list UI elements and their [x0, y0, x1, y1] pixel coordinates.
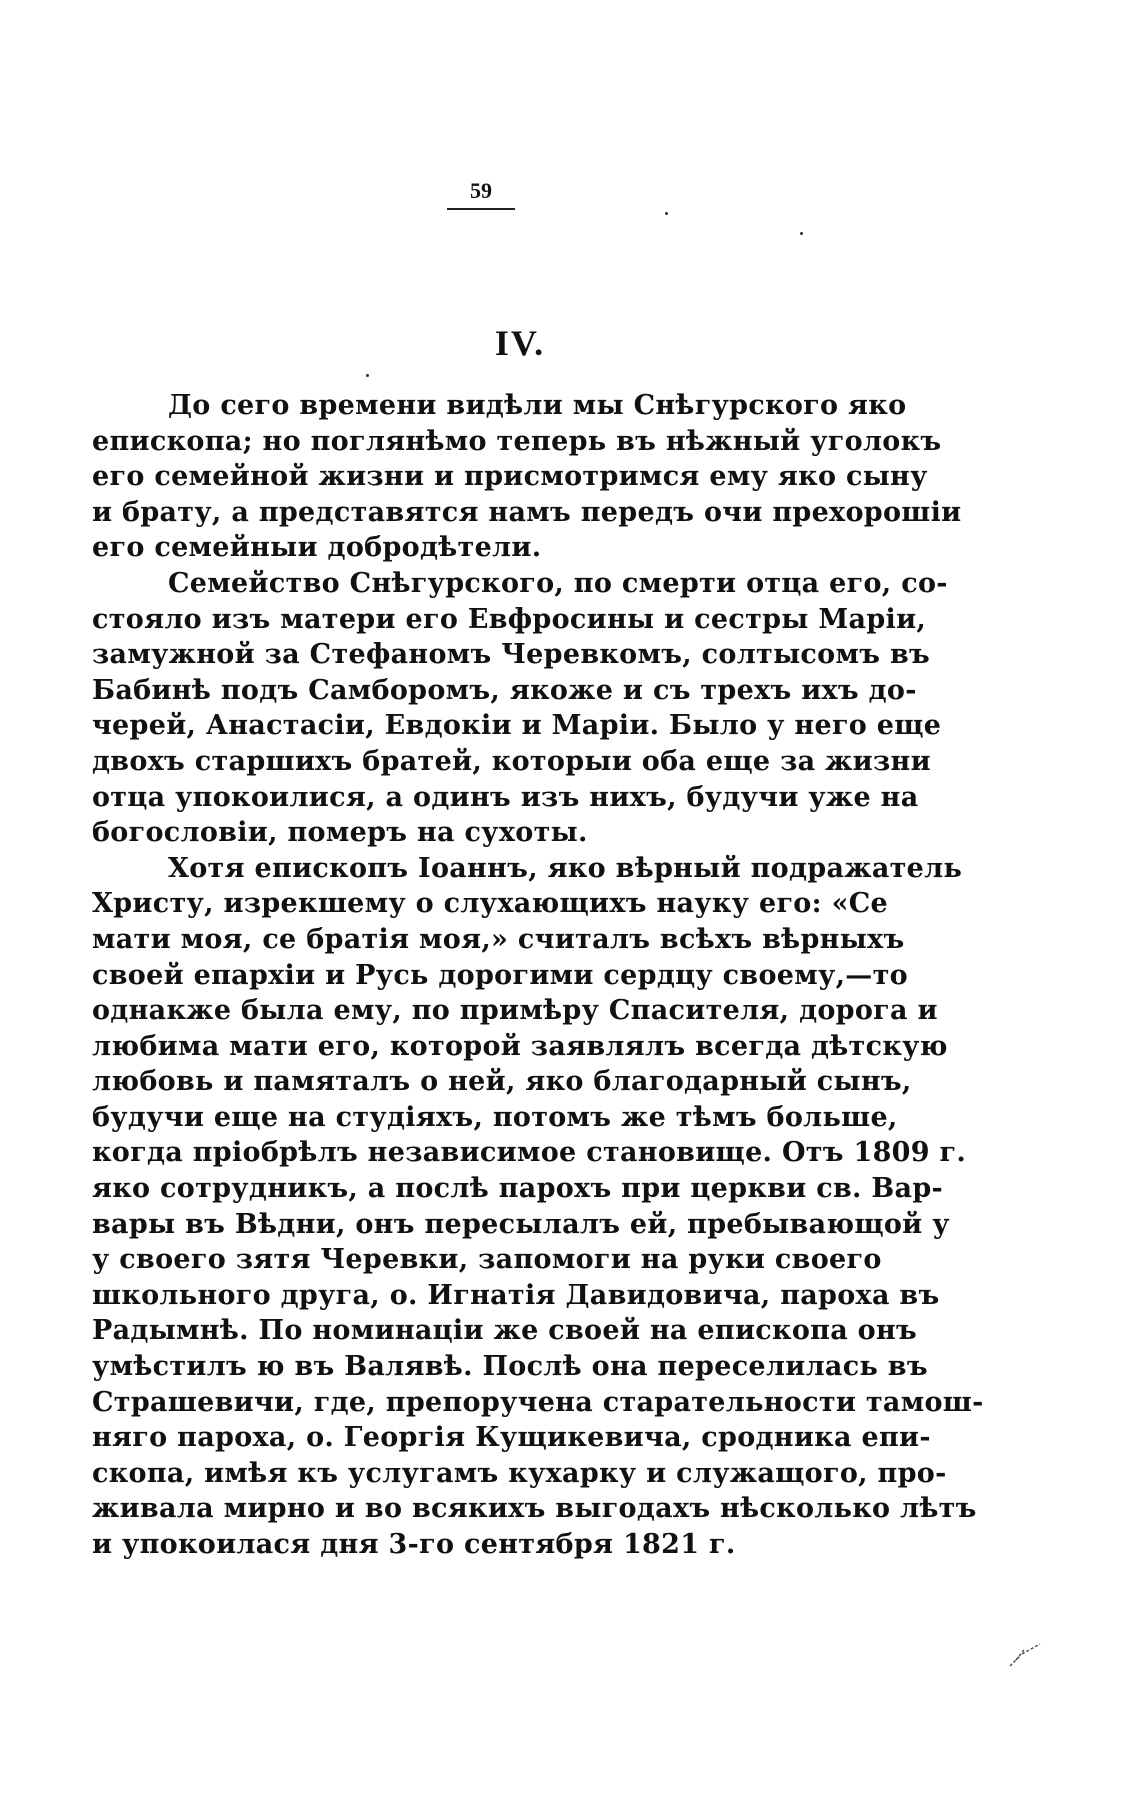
text-line: и брату, а представятся намъ передъ очи прехорошіи [92, 496, 962, 528]
text-line: богословіи, померъ на сухоты. [92, 817, 588, 849]
margin-pencil-mark [1006, 1640, 1046, 1670]
body-text [92, 388, 984, 1563]
text-line: у своего зятя Черевки, запомоги на руки своего [92, 1244, 882, 1276]
text-line: живала мирно и во всякихъ выгодахъ нѣсколько лѣтъ [92, 1493, 977, 1525]
text-line: когда пріобрѣлъ независимое становище. Отъ 1809 г. [92, 1137, 967, 1169]
text-line: его семейной жизни и присмотримся ему яко сыну [92, 461, 928, 493]
text-line: своей епархіи и Русь дорогими сердцу своему,—то [92, 959, 908, 991]
text-line: няго пароха, о. Георгія Кущикевича, сродника епи- [92, 1422, 931, 1454]
text-line: и упокоилася дня 3-го сентября 1821 г. [92, 1529, 736, 1560]
text-line: вары въ Вѣдни, онъ пересылалъ ей, пребывающой у [92, 1208, 950, 1240]
ink-speck [366, 374, 369, 377]
text-line: Семейство Снѣгурского, по смерти отца его, со- [168, 567, 948, 599]
text-line: однакже была ему, по примѣру Спасителя, дорога и [92, 995, 938, 1027]
text-line: Христу, изрекшему о слухающихъ науку его: «Се [92, 888, 889, 920]
text-line: стояло изъ матери его Евфросины и сестры Маріи, [92, 603, 927, 635]
text-line: Хотя епископъ Іоаннъ, яко вѣрный подражатель [168, 852, 963, 884]
text-line: епископа; но поглянѣмо теперь въ нѣжный уголокъ [92, 425, 942, 457]
text-line: двохъ старшихъ братей, которыи оба еще за жизни [92, 745, 931, 777]
text-line: будучи еще на студіяхъ, потомъ же тѣмъ больше, [92, 1101, 898, 1133]
text-line: его семейныи добродѣтели. [92, 532, 542, 564]
text-line: Бабинѣ подъ Самборомъ, якоже и съ трехъ ихъ до- [92, 674, 917, 706]
text-line: отца упокоилися, а одинъ изъ нихъ, будучи уже на [92, 781, 919, 813]
ink-speck [800, 232, 803, 235]
text-line: Страшевичи, где, препоручена старательности тамош- [92, 1386, 984, 1418]
text-line: любовь и памяталъ о ней, яко благодарный сынъ, [92, 1066, 912, 1098]
text-line: черей, Анастасіи, Евдокіи и Маріи. Было у него еще [92, 710, 942, 742]
text-line: мати моя, се братія моя,» считалъ всѣхъ вѣрныхъ [92, 923, 905, 955]
text-line: умѣстилъ ю въ Валявѣ. Послѣ она переселилась въ [92, 1351, 928, 1383]
text-line: яко сотрудникъ, а послѣ парохъ при церкви св. Вар- [92, 1173, 944, 1205]
text-line: замужной за Стефаномъ Черевкомъ, солтысомъ въ [92, 639, 931, 671]
ink-speck [665, 212, 668, 215]
page-number-rule [447, 208, 515, 210]
text-line: До сего времени видѣли мы Снѣгурского яко [168, 390, 907, 421]
text-line: Радымнѣ. По номинаціи же своей на епископа онъ [92, 1315, 918, 1347]
chapter-heading: IV. [494, 323, 546, 363]
text-line: скопа, имѣя къ услугамъ кухарку и служащого, про- [92, 1457, 947, 1489]
text-line: любима мати его, которой заявлялъ всегда дѣтскую [92, 1030, 948, 1062]
page-number: 59 [470, 178, 492, 203]
text-line: школьного друга, о. Игнатія Давидовича, пароха въ [92, 1279, 940, 1311]
